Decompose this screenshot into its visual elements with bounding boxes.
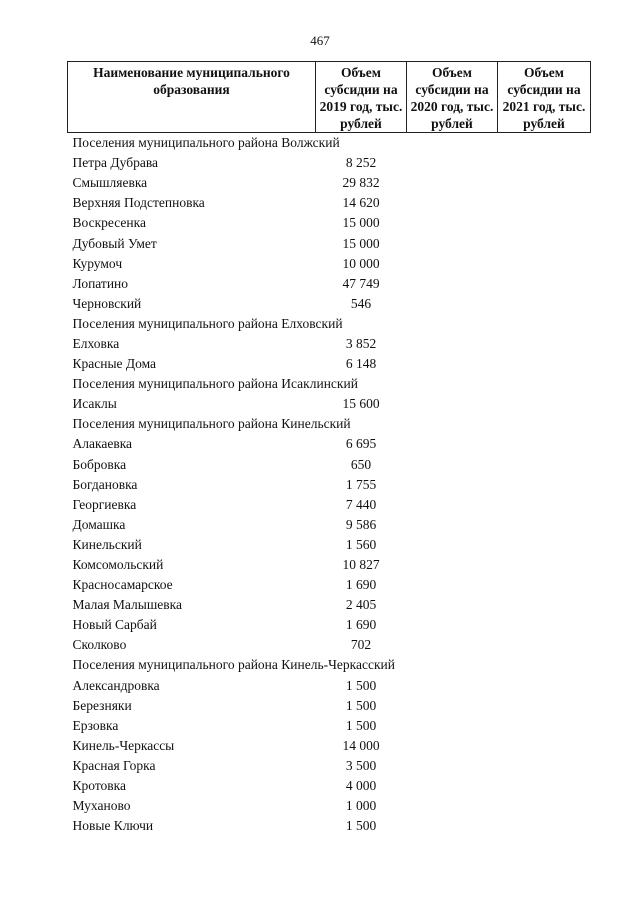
table-row bbox=[68, 796, 591, 816]
municipality-name: Елховка bbox=[72, 335, 120, 351]
value-2020 bbox=[407, 213, 498, 233]
value-2019: 702 bbox=[350, 637, 372, 653]
municipality-name: Петра Дубрава bbox=[72, 155, 159, 171]
municipality-name: Красная Горка bbox=[72, 757, 156, 773]
subsidy-table bbox=[67, 61, 591, 836]
value-2021 bbox=[498, 716, 591, 736]
table-row bbox=[68, 294, 591, 314]
municipality-name: Новые Ключи bbox=[72, 818, 154, 834]
table-header-row bbox=[68, 62, 591, 133]
municipality-name: Комсомольский bbox=[72, 557, 164, 573]
value-2020 bbox=[407, 233, 498, 253]
value-2020 bbox=[407, 575, 498, 595]
section-title: Поселения муниципального района Кинельский bbox=[72, 416, 351, 432]
table-row bbox=[68, 354, 591, 374]
municipality-name: Курумоч bbox=[72, 255, 123, 271]
value-2019: 8 252 bbox=[345, 155, 377, 171]
table-row bbox=[68, 455, 591, 475]
section-title: Поселения муниципального района Исаклинский bbox=[72, 376, 358, 392]
table-row bbox=[68, 595, 591, 615]
value-2019: 2 405 bbox=[345, 597, 377, 613]
municipality-name: Красносамарское bbox=[72, 577, 173, 593]
municipality-name: Алакаевка bbox=[72, 436, 133, 452]
value-2021 bbox=[498, 334, 591, 354]
value-2019: 15 000 bbox=[342, 215, 380, 231]
municipality-name: Богдановка bbox=[72, 476, 138, 492]
value-2021 bbox=[498, 495, 591, 515]
value-2020 bbox=[407, 515, 498, 535]
municipality-name: Воскресенка bbox=[72, 215, 146, 231]
value-2021 bbox=[498, 736, 591, 756]
value-2019: 10 000 bbox=[342, 255, 380, 271]
section-title: Поселения муниципального района Елховский bbox=[72, 315, 343, 331]
value-2019: 47 749 bbox=[342, 275, 380, 291]
value-2020 bbox=[407, 394, 498, 414]
value-2021 bbox=[498, 676, 591, 696]
value-2019: 3 500 bbox=[345, 757, 377, 773]
table-row bbox=[68, 475, 591, 495]
table-row bbox=[68, 635, 591, 655]
value-2019: 1 500 bbox=[345, 697, 377, 713]
value-2020 bbox=[407, 796, 498, 816]
table-row bbox=[68, 254, 591, 274]
table-row bbox=[68, 495, 591, 515]
value-2019: 6 148 bbox=[345, 356, 377, 372]
value-2019: 29 832 bbox=[342, 175, 380, 191]
value-2021 bbox=[498, 595, 591, 615]
value-2020 bbox=[407, 173, 498, 193]
section-title: Поселения муниципального района Кинель-Черкасский bbox=[72, 657, 395, 673]
municipality-name: Березняки bbox=[72, 697, 132, 713]
value-2019: 3 852 bbox=[345, 335, 377, 351]
section-title: Поселения муниципального района Волжский bbox=[72, 135, 340, 151]
municipality-name: Кинельский bbox=[72, 536, 142, 552]
value-2020 bbox=[407, 354, 498, 374]
municipality-name: Георгиевка bbox=[72, 496, 137, 512]
value-2021 bbox=[498, 515, 591, 535]
value-2020 bbox=[407, 475, 498, 495]
section-row bbox=[68, 133, 591, 154]
municipality-name: Бобровка bbox=[72, 456, 127, 472]
section-row bbox=[68, 314, 591, 334]
value-2019: 14 000 bbox=[342, 737, 380, 753]
value-2020 bbox=[407, 274, 498, 294]
value-2019: 9 586 bbox=[345, 516, 377, 532]
value-2019: 14 620 bbox=[342, 195, 380, 211]
value-2019: 1 500 bbox=[345, 717, 377, 733]
value-2019: 1 690 bbox=[345, 617, 377, 633]
section-row bbox=[68, 414, 591, 434]
municipality-name: Смышляевка bbox=[72, 175, 148, 191]
municipality-name: Лопатино bbox=[72, 275, 129, 291]
municipality-name: Исаклы bbox=[72, 396, 117, 412]
value-2020 bbox=[407, 756, 498, 776]
value-2020 bbox=[407, 434, 498, 454]
table-row bbox=[68, 696, 591, 716]
municipality-name: Малая Малышевка bbox=[72, 597, 182, 613]
value-2019: 1 000 bbox=[345, 798, 377, 814]
value-2019: 1 690 bbox=[345, 577, 377, 593]
table-row bbox=[68, 756, 591, 776]
value-2019: 1 500 bbox=[345, 818, 377, 834]
value-2019: 546 bbox=[350, 295, 372, 311]
header-2020: Объем субсидии на 2020 год, тыс. рублей bbox=[407, 62, 498, 133]
header-2019: Объем субсидии на 2019 год, тыс. рублей bbox=[316, 62, 407, 133]
table-row bbox=[68, 776, 591, 796]
value-2021 bbox=[498, 394, 591, 414]
table-row bbox=[68, 615, 591, 635]
section-row bbox=[68, 655, 591, 675]
value-2019: 650 bbox=[350, 456, 372, 472]
table-row bbox=[68, 274, 591, 294]
table-row bbox=[68, 173, 591, 193]
value-2020 bbox=[407, 495, 498, 515]
value-2021 bbox=[498, 535, 591, 555]
value-2021 bbox=[498, 696, 591, 716]
value-2020 bbox=[407, 635, 498, 655]
value-2020 bbox=[407, 776, 498, 796]
table-row bbox=[68, 153, 591, 173]
value-2019: 6 695 bbox=[345, 436, 377, 452]
value-2021 bbox=[498, 274, 591, 294]
value-2021 bbox=[498, 555, 591, 575]
municipality-name: Верхняя Подстепновка bbox=[72, 195, 205, 211]
municipality-name: Домашка bbox=[72, 516, 126, 532]
value-2021 bbox=[498, 635, 591, 655]
value-2021 bbox=[498, 796, 591, 816]
value-2021 bbox=[498, 213, 591, 233]
value-2020 bbox=[407, 696, 498, 716]
table-row bbox=[68, 434, 591, 454]
value-2019: 1 755 bbox=[345, 476, 377, 492]
section-row bbox=[68, 374, 591, 394]
value-2020 bbox=[407, 153, 498, 173]
municipality-name: Дубовый Умет bbox=[72, 235, 157, 251]
value-2020 bbox=[407, 294, 498, 314]
value-2020 bbox=[407, 676, 498, 696]
municipality-name: Черновский bbox=[72, 295, 142, 311]
municipality-name: Красные Дома bbox=[72, 356, 157, 372]
table-row bbox=[68, 575, 591, 595]
table-row bbox=[68, 736, 591, 756]
value-2021 bbox=[498, 233, 591, 253]
value-2020 bbox=[407, 615, 498, 635]
table-row bbox=[68, 394, 591, 414]
municipality-name: Муханово bbox=[72, 798, 131, 814]
value-2020 bbox=[407, 535, 498, 555]
table-row bbox=[68, 676, 591, 696]
value-2020 bbox=[407, 334, 498, 354]
value-2019: 10 827 bbox=[342, 557, 380, 573]
value-2021 bbox=[498, 776, 591, 796]
value-2019: 7 440 bbox=[345, 496, 377, 512]
value-2021 bbox=[498, 193, 591, 213]
header-municipality: Наименование муниципального образования bbox=[68, 62, 316, 133]
municipality-name: Ерзовка bbox=[72, 717, 119, 733]
page-number: 467 bbox=[310, 33, 330, 48]
value-2021 bbox=[498, 173, 591, 193]
value-2019: 1 560 bbox=[345, 536, 377, 552]
value-2021 bbox=[498, 254, 591, 274]
table-row bbox=[68, 334, 591, 354]
value-2020 bbox=[407, 193, 498, 213]
value-2021 bbox=[498, 294, 591, 314]
value-2019: 15 000 bbox=[342, 235, 380, 251]
table-row bbox=[68, 233, 591, 253]
value-2021 bbox=[498, 756, 591, 776]
header-2021: Объем субсидии на 2021 год, тыс. рублей bbox=[498, 62, 591, 133]
value-2019: 1 500 bbox=[345, 677, 377, 693]
value-2021 bbox=[498, 816, 591, 836]
table-row bbox=[68, 555, 591, 575]
municipality-name: Новый Сарбай bbox=[72, 617, 157, 633]
table-body bbox=[68, 133, 591, 837]
value-2020 bbox=[407, 555, 498, 575]
value-2021 bbox=[498, 455, 591, 475]
value-2021 bbox=[498, 475, 591, 495]
municipality-name: Кинель-Черкассы bbox=[72, 737, 175, 753]
value-2019: 4 000 bbox=[345, 778, 377, 794]
value-2021 bbox=[498, 434, 591, 454]
table-row bbox=[68, 515, 591, 535]
value-2021 bbox=[498, 354, 591, 374]
value-2020 bbox=[407, 736, 498, 756]
municipality-name: Кротовка bbox=[72, 778, 127, 794]
value-2021 bbox=[498, 575, 591, 595]
value-2020 bbox=[407, 716, 498, 736]
value-2020 bbox=[407, 816, 498, 836]
municipality-name: Александровка bbox=[72, 677, 160, 693]
table-row bbox=[68, 213, 591, 233]
value-2020 bbox=[407, 595, 498, 615]
value-2019: 15 600 bbox=[342, 396, 380, 412]
value-2021 bbox=[498, 153, 591, 173]
table-row bbox=[68, 816, 591, 836]
value-2020 bbox=[407, 254, 498, 274]
value-2020 bbox=[407, 455, 498, 475]
table-row bbox=[68, 716, 591, 736]
value-2021 bbox=[498, 615, 591, 635]
municipality-name: Сколково bbox=[72, 637, 127, 653]
table-row bbox=[68, 193, 591, 213]
table-row bbox=[68, 535, 591, 555]
